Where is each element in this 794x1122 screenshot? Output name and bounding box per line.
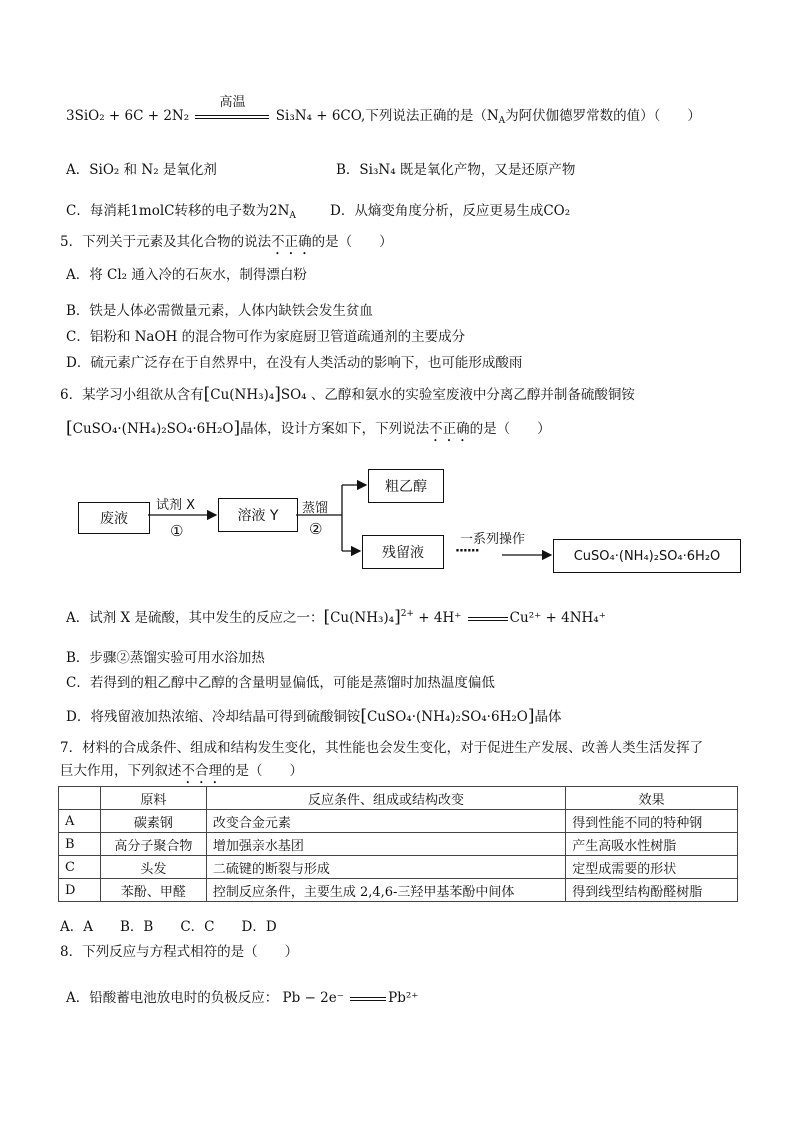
q6-option-d-text: D．将残留液加热浓缩、冷却结晶可得到硫酸铜铵 [66, 709, 361, 725]
table-row [59, 810, 738, 833]
q5-option-a: A．将 Cl₂ 通入冷的石灰水，制得漂白粉 [66, 267, 307, 283]
flow-step1-label: ① [170, 522, 184, 540]
table-cell: 增加强亲水基团 [206, 833, 565, 856]
q7-emphasis: 不合理 [181, 763, 222, 779]
q5-option-d: D．硫元素广泛存在于自然界中，在没有人类活动的影响下，也可能形成酸雨 [66, 355, 523, 371]
q6-option-a: A．试剂 X 是硫酸，其中发生的反应之一：$[Cu(NH_3)_4]^{2+} + 4H^+$ Cu²⁺ + 4NH₄⁺ [66, 607, 606, 627]
q6-option-b: B．步骤②蒸馏实验可用水浴加热 [66, 650, 265, 666]
q7-stem-b: 巨大作用，下列叙述 [60, 763, 182, 779]
flow-crude-label: 粗乙醇 [385, 479, 427, 495]
table-cell: B [59, 833, 101, 856]
q6-stem-c: 晶体，设计方案如下，下列说法 [240, 421, 430, 437]
table-cell: 产生高吸水性树脂 [566, 833, 738, 856]
q4-condition: 高温 [219, 94, 246, 110]
table-cell: 碳素钢 [100, 810, 206, 833]
q5-option-b: B．铁是人体必需微量元素，人体内缺铁会发生贫血 [66, 303, 373, 319]
q4-equation-left: 3SiO₂ + 6C + 2N₂ [66, 108, 190, 124]
flow-final-label: CuSO₄·(NH₄)₂SO₄·6H₂O [573, 548, 721, 564]
flow-waste-box [78, 502, 150, 534]
flow-crude-box [368, 469, 444, 503]
flow-solution-label: 溶液 Y [237, 508, 279, 524]
q6-option-a-complex: Cu(NH₃)₄ [330, 610, 395, 626]
q5-stem-c: 的是（ ） [311, 234, 393, 250]
table-header-cell: 效果 [566, 787, 738, 810]
table-header-cell [59, 787, 101, 810]
table-cell: 高分子聚合物 [100, 833, 206, 856]
table-cell: A [59, 810, 101, 833]
q5-option-c: C．铝粉和 NaOH 的混合物可作为家庭厨卫管道疏通剂的主要成分 [66, 329, 466, 345]
q7-answers: A．A B．B C．C D．D [60, 919, 277, 935]
q7-stem-d: 的是（ ） [222, 763, 303, 779]
q6-stem-b: SO₄ 、乙醇和氨水的实验室废液中分离乙醇并制备硫酸铜铵 [280, 387, 635, 403]
q6-product: CuSO₄·(NH₄)₂SO₄·6H₂O [72, 421, 234, 437]
table-row [59, 879, 738, 902]
flow-waste-label: 废液 [100, 511, 128, 527]
q6-complex: Cu(NH₃)₄ [210, 387, 275, 403]
table-cell: 头发 [100, 856, 206, 879]
table-row [59, 833, 738, 856]
flow-ops-label: 一系列操作 [460, 532, 526, 547]
q6-option-d: D．将残留液加热浓缩、冷却结晶可得到硫酸铜铵[CuSO₄·(NH₄)₂SO₄·6H₂O]晶体 [66, 706, 562, 726]
q8-option-a-text: A．铅酸蓄电池放电时的负极反应： [66, 990, 279, 1006]
flow-residue-label: 残留液 [382, 545, 424, 561]
flow-step2-label: ② [309, 520, 323, 538]
q6-option-c: C．若得到的粗乙醇中乙醇的含量明显偏低，可能是蒸馏时加热温度偏低 [66, 675, 495, 691]
q4-na-sub: A [498, 116, 506, 126]
q6-stem-line2: [CuSO₄·(NH₄)₂SO₄·6H₂O]晶体，设计方案如下，下列说法不正确的是（ ） [66, 418, 551, 438]
q4-na: N [486, 108, 499, 124]
q7-stem-line1: 7．材料的合成条件、组成和结构发生变化，其性能也会发生变化，对于促进生产发展、改善人类生活发挥了 [60, 740, 704, 756]
q4-equation-line [66, 94, 701, 131]
flow-reagent-label: 试剂 X [156, 498, 196, 513]
q7-table [58, 786, 738, 902]
q5-emphasis: 不正确 [271, 234, 312, 250]
q6-stem-line1: 6．某学习小组欲从含有[Cu(NH₃)₄]SO₄ 、乙醇和氨水的实验室废液中分离乙醇并制备硫酸铜铵 [60, 384, 635, 404]
flow-residue-box [362, 535, 444, 569]
q8-option-a-equals [348, 989, 388, 1009]
q4-equation-right: Si₃N₄ + 6CO [275, 108, 362, 124]
q8-option-a-right: Pb²⁺ [388, 990, 419, 1006]
table-cell: 得到线型结构酚醛树脂 [566, 879, 738, 902]
flow-distill-label: 蒸馏 [302, 501, 329, 516]
table-row [59, 856, 738, 879]
table-cell: 苯酚、甲醛 [100, 879, 206, 902]
q4-stem-tail: 为阿伏伽德罗常数的值）（ ） [505, 108, 701, 124]
q4-option-c-text: C．每消耗1molC转移的电子数为2N [66, 203, 290, 219]
q6-option-a-text: A．试剂 X 是硫酸，其中发生的反应之一： [66, 610, 324, 626]
table-cell: 得到性能不同的特种钢 [566, 810, 738, 833]
q4-option-c-sub: A [289, 211, 296, 221]
q8-option-a-left: Pb − 2e⁻ [282, 990, 344, 1006]
table-cell: D [59, 879, 101, 902]
q6-stem-e: 的是（ ） [469, 421, 551, 437]
q6-option-d-product: CuSO₄·(NH₄)₂SO₄·6H₂O [366, 709, 528, 725]
flow-dots-label: ······ [455, 544, 479, 559]
q4-condition-arrow [193, 94, 271, 127]
table-header-row [59, 787, 738, 810]
q4-option-b: B．Si₃N₄ 既是氧化产物，又是还原产物 [336, 162, 576, 178]
table-header-cell: 反应条件、组成或结构改变 [206, 787, 565, 810]
q4-option-c [66, 201, 296, 226]
table-cell: C [59, 856, 101, 879]
q5-stem [60, 232, 393, 258]
q8-option-a [66, 988, 418, 1009]
q8-stem: 8．下列反应与方程式相符的是（ ） [60, 944, 299, 960]
q7-stem-line2 [60, 761, 303, 787]
table-cell: 二硫键的断裂与形成 [206, 856, 565, 879]
table-cell: 定型成需要的形状 [566, 856, 738, 879]
q6-option-d-tail: 晶体 [534, 709, 562, 725]
flow-final-box [553, 539, 741, 573]
q6-stem-a: 6．某学习小组欲从含有 [60, 387, 204, 403]
q6-option-a-right: Cu²⁺ + 4NH₄⁺ [509, 610, 606, 626]
q6-option-a-mid: + 4H⁺ [418, 610, 462, 626]
table-header-cell: 原料 [100, 787, 206, 810]
q4-option-a: A．SiO₂ 和 N₂ 是氧化剂 [66, 162, 217, 178]
table-cell: 控制反应条件，主要生成 2,4,6-三羟甲基苯酚中间体 [206, 879, 565, 902]
q4-stem: ,下列说法正确的是（ [361, 108, 487, 124]
table-cell: 改变合金元素 [206, 810, 565, 833]
q6-emphasis: 不正确 [429, 421, 470, 437]
q4-option-d: D．从熵变角度分析，反应更易生成CO₂ [330, 203, 571, 219]
q5-stem-a: 5．下列关于元素及其化合物的说法 [60, 234, 272, 250]
q6-option-a-equals [466, 609, 510, 629]
flow-solution-box [218, 498, 298, 532]
